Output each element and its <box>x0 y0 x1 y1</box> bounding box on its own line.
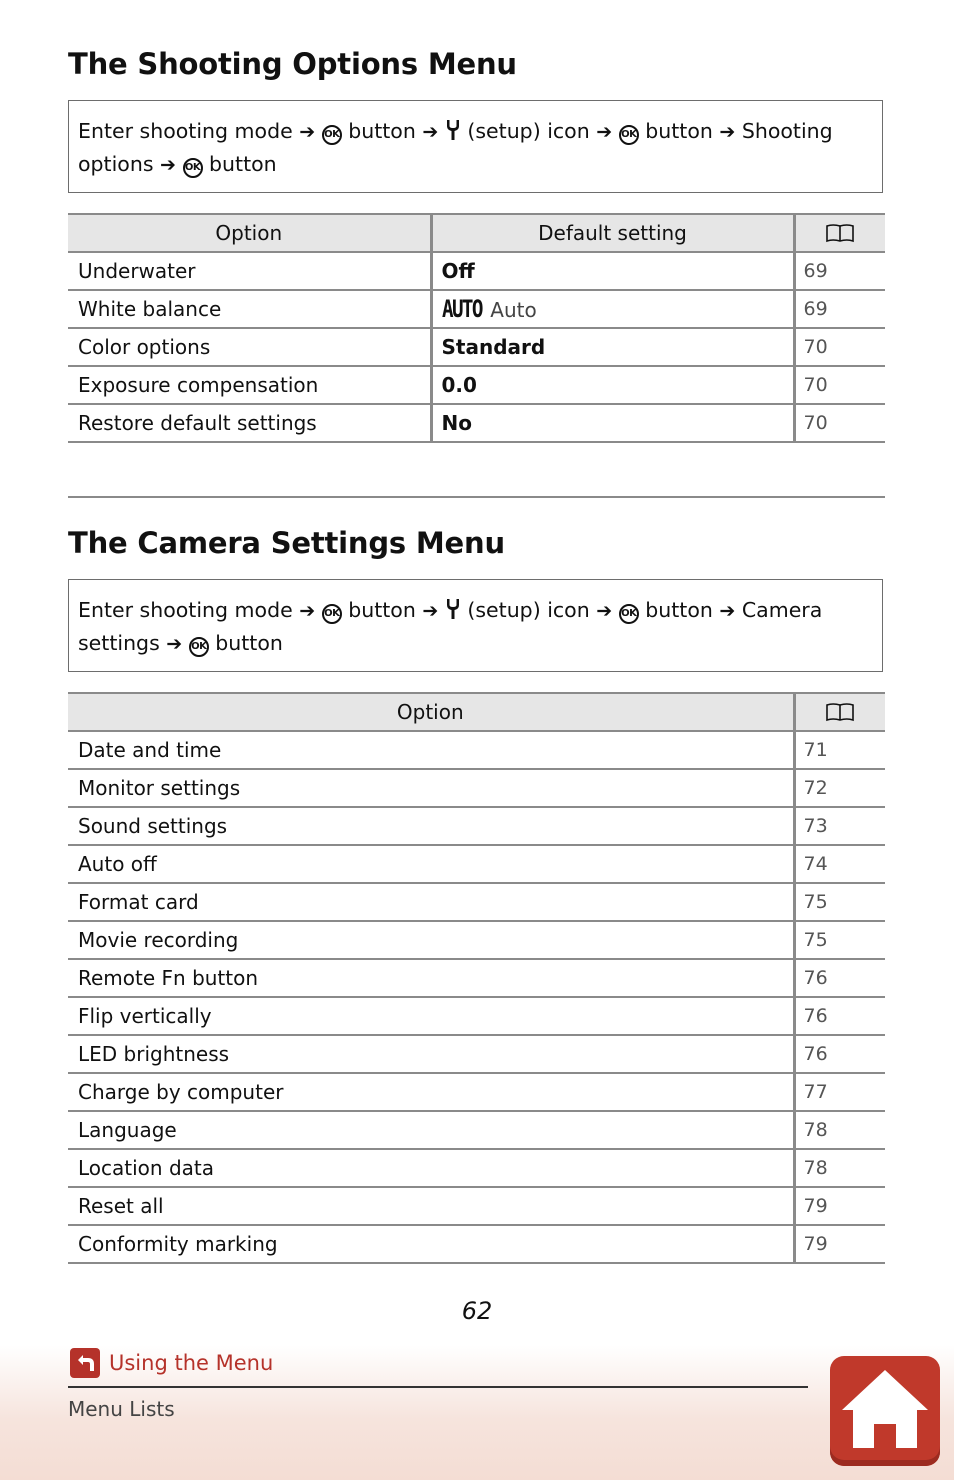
page-ref[interactable]: 76 <box>794 1035 885 1073</box>
table-row <box>68 997 885 1035</box>
ok-button-icon: OK <box>322 125 342 145</box>
page-ref[interactable]: 69 <box>794 290 885 328</box>
page-ref[interactable]: 72 <box>794 769 885 807</box>
table-row <box>68 1187 885 1225</box>
path-text: (setup) icon <box>467 119 590 143</box>
path-text: button <box>645 119 713 143</box>
option-cell: Monitor settings <box>68 769 794 807</box>
arrow-icon: ➔ <box>160 154 176 176</box>
col-page <box>794 214 885 252</box>
page-ref[interactable]: 71 <box>794 731 885 769</box>
page-ref[interactable]: 79 <box>794 1187 885 1225</box>
home-icon <box>830 1356 940 1466</box>
col-option: Option <box>68 214 431 252</box>
arrow-icon: ➔ <box>166 633 183 655</box>
shooting-options-table <box>68 213 885 443</box>
path-text: button <box>348 598 416 622</box>
default-cell: 0.0 <box>431 366 794 404</box>
path-text: button <box>215 631 283 655</box>
table-header <box>68 214 885 252</box>
option-cell: Sound settings <box>68 807 794 845</box>
auto-wb-icon: AUTO <box>441 295 482 323</box>
arrow-icon: ➔ <box>422 121 439 143</box>
option-cell: Remote Fn button <box>68 959 794 997</box>
option-cell: Language <box>68 1111 794 1149</box>
option-cell: Format card <box>68 883 794 921</box>
default-cell: No <box>431 404 794 442</box>
path-text: Camera <box>741 598 823 622</box>
arrow-icon: ➔ <box>299 121 316 143</box>
path-text: options <box>78 152 154 176</box>
default-cell <box>431 290 794 328</box>
option-cell: Conformity marking <box>68 1225 794 1263</box>
using-the-menu-link[interactable] <box>70 1348 273 1378</box>
col-option: Option <box>68 693 794 731</box>
path-text: Shooting <box>741 119 833 143</box>
path-text: Enter shooting mode <box>78 598 293 622</box>
ok-button-icon: OK <box>619 604 639 624</box>
option-cell: Restore default settings <box>68 404 431 442</box>
page-ref[interactable]: 78 <box>794 1149 885 1187</box>
page-ref[interactable]: 73 <box>794 807 885 845</box>
table-row <box>68 404 885 442</box>
wrench-icon <box>445 119 461 141</box>
page-ref[interactable]: 78 <box>794 1111 885 1149</box>
table-row <box>68 883 885 921</box>
table-row <box>68 290 885 328</box>
option-cell: Charge by computer <box>68 1073 794 1111</box>
page-ref[interactable]: 69 <box>794 252 885 290</box>
option-cell: Movie recording <box>68 921 794 959</box>
path-text: Enter shooting mode <box>78 119 293 143</box>
table-header <box>68 693 885 731</box>
col-default: Default setting <box>431 214 794 252</box>
path-text: button <box>348 119 416 143</box>
footer-subtitle: Menu Lists <box>68 1397 175 1421</box>
ok-button-icon: OK <box>322 604 342 624</box>
table-row <box>68 252 885 290</box>
path-text: (setup) icon <box>467 598 590 622</box>
home-button[interactable] <box>830 1356 940 1466</box>
option-cell: Reset all <box>68 1187 794 1225</box>
option-cell: Date and time <box>68 731 794 769</box>
table-row <box>68 959 885 997</box>
default-cell: Standard <box>431 328 794 366</box>
back-link-label[interactable]: Using the Menu <box>109 1351 274 1375</box>
page-ref[interactable]: 70 <box>794 366 885 404</box>
arrow-icon: ➔ <box>719 121 736 143</box>
camera-settings-path <box>68 579 883 672</box>
page-ref[interactable]: 75 <box>794 883 885 921</box>
book-icon <box>825 223 855 243</box>
path-text: settings <box>78 631 160 655</box>
table-row <box>68 1149 885 1187</box>
path-text: button <box>645 598 713 622</box>
page-ref[interactable]: 74 <box>794 845 885 883</box>
camera-settings-table <box>68 692 885 1264</box>
option-cell: LED brightness <box>68 1035 794 1073</box>
option-cell: Auto off <box>68 845 794 883</box>
table-row <box>68 769 885 807</box>
footer-divider <box>68 1386 808 1388</box>
book-icon <box>825 702 855 722</box>
arrow-icon: ➔ <box>299 600 316 622</box>
table-row <box>68 731 885 769</box>
table-row <box>68 366 885 404</box>
default-cell: Off <box>431 252 794 290</box>
page-ref[interactable]: 79 <box>794 1225 885 1263</box>
arrow-icon: ➔ <box>596 600 613 622</box>
table-row <box>68 1035 885 1073</box>
arrow-icon: ➔ <box>596 121 613 143</box>
default-value: Auto <box>490 298 537 322</box>
page-ref[interactable]: 76 <box>794 997 885 1035</box>
ok-button-icon: OK <box>189 637 209 657</box>
col-page <box>794 693 885 731</box>
page-ref[interactable]: 75 <box>794 921 885 959</box>
page-ref[interactable]: 76 <box>794 959 885 997</box>
shooting-options-title: The Shooting Options Menu <box>68 47 517 81</box>
page-ref[interactable]: 70 <box>794 328 885 366</box>
page-number: 62 <box>461 1297 493 1325</box>
table-row <box>68 807 885 845</box>
table-row <box>68 1073 885 1111</box>
ok-button-icon: OK <box>183 158 203 178</box>
ok-button-icon: OK <box>619 125 639 145</box>
page-ref[interactable]: 70 <box>794 404 885 442</box>
option-cell: Color options <box>68 328 431 366</box>
page-ref[interactable]: 77 <box>794 1073 885 1111</box>
wrench-icon <box>445 598 461 620</box>
camera-settings-title: The Camera Settings Menu <box>68 526 505 560</box>
shooting-options-path <box>68 100 883 193</box>
table-row <box>68 1111 885 1149</box>
path-text: button <box>209 152 277 176</box>
section-divider <box>68 496 885 498</box>
option-cell: Underwater <box>68 252 431 290</box>
option-cell: White balance <box>68 290 431 328</box>
arrow-icon: ➔ <box>719 600 736 622</box>
option-cell: Flip vertically <box>68 997 794 1035</box>
option-cell: Location data <box>68 1149 794 1187</box>
table-row <box>68 921 885 959</box>
table-row <box>68 1225 885 1263</box>
back-arrow-icon <box>70 1348 100 1378</box>
table-row <box>68 328 885 366</box>
option-cell: Exposure compensation <box>68 366 431 404</box>
arrow-icon: ➔ <box>422 600 439 622</box>
table-row <box>68 845 885 883</box>
